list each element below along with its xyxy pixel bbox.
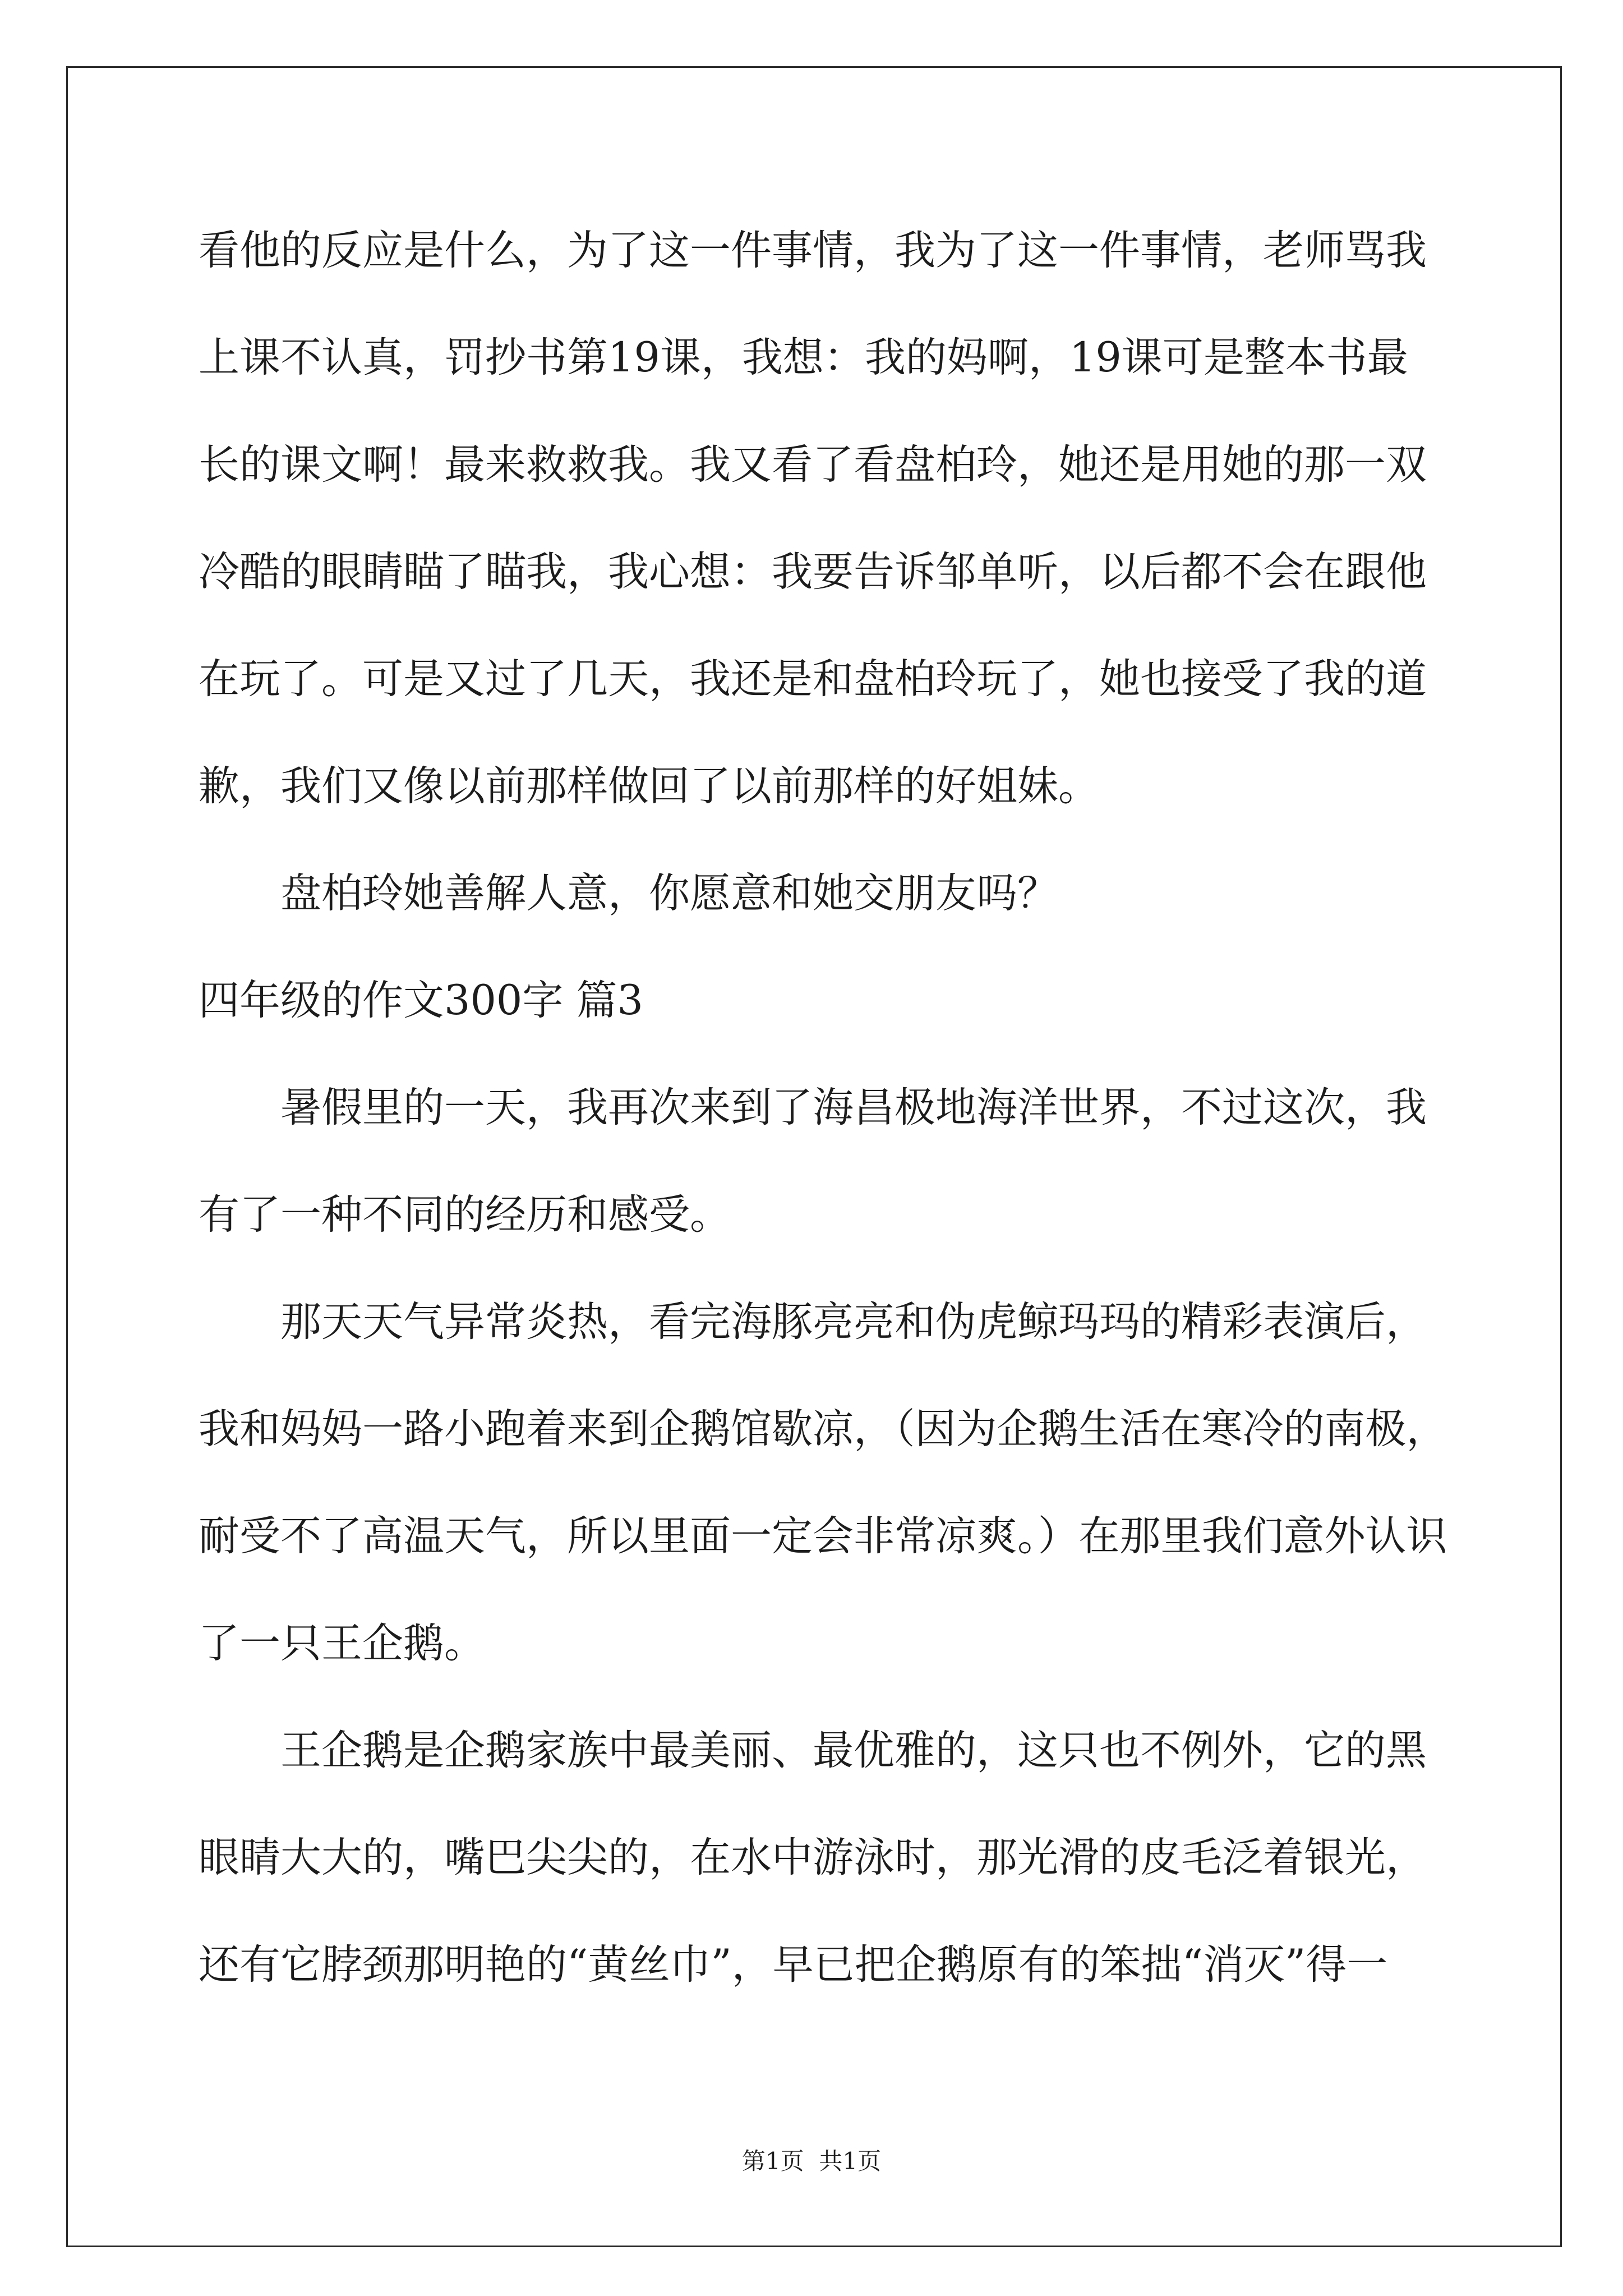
body-line: 那天天气异常炎热，看完海豚亮亮和伪虎鲸玛玛的精彩表演后，: [280, 1298, 1427, 1346]
body-line: 暑假里的一天，我再次来到了海昌极地海洋世界，不过这次，我: [280, 1084, 1427, 1131]
body-line: 我和妈妈一路小跑着来到企鹅馆歇凉，（因为企鹅生活在寒冷的南极，: [199, 1405, 1447, 1453]
body-line: 歉，我们又像以前那样做回了以前那样的好姐妹。: [199, 762, 1099, 810]
body-line: 长的课文啊！最来救救我。我又看了看盘柏玲，她还是用她的那一双: [199, 441, 1427, 489]
body-line: 在玩了。可是又过了几天，我还是和盘柏玲玩了，她也接受了我的道: [199, 655, 1427, 703]
body-line: 有了一种不同的经历和感受。: [199, 1191, 731, 1239]
page-footer: 第1页 共1页: [741, 2147, 882, 2175]
body-line: 冷酷的眼睛瞄了瞄我，我心想：我要告诉邹单听，以后都不会在跟他: [199, 548, 1427, 596]
document-body: [199, 197, 1544, 2018]
body-line: 了一只王企鹅。: [199, 1619, 485, 1667]
body-line: 眼睛大大的，嘴巴尖尖的，在水中游泳时，那光滑的皮毛泛着银光，: [199, 1834, 1427, 1881]
body-line: 还有它脖颈那明艳的“黄丝巾”，早已把企鹅原有的笨拙“消灭”得一: [199, 1941, 1388, 1989]
section-heading: 四年级的作文300字 篇3: [199, 977, 643, 1024]
body-line: 盘柏玲她善解人意，你愿意和她交朋友吗？: [280, 869, 1058, 917]
body-line: 上课不认真，罚抄书第19课，我想：我的妈啊，19课可是整本书最: [199, 334, 1408, 381]
body-line: 耐受不了高温天气，所以里面一定会非常凉爽。）在那里我们意外认识: [199, 1512, 1447, 1560]
body-line: 王企鹅是企鹅家族中最美丽、最优雅的，这只也不例外，它的黑: [280, 1727, 1427, 1774]
body-line: 看他的反应是什么，为了这一件事情，我为了这一件事情，老师骂我: [199, 227, 1427, 274]
